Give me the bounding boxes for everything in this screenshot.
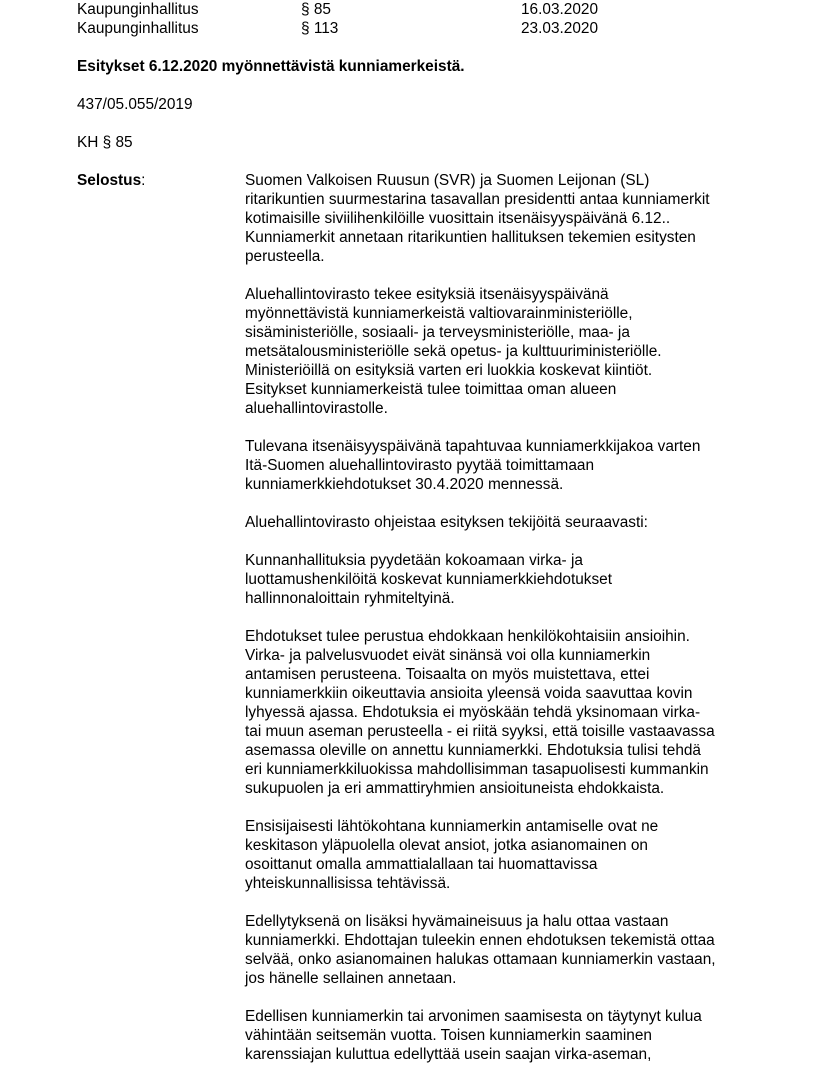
- paragraph-line: sisäministeriölle, sosiaali- ja terveysministeriölle, maa- ja: [245, 324, 630, 341]
- paragraph-line: yhteiskunnallisissa tehtävissä.: [245, 875, 451, 892]
- paragraph-line: Kunniamerkit annetaan ritarikuntien hallituksen tekemien esitysten: [245, 229, 696, 246]
- paragraph-line: aluehallintovirastolle.: [245, 400, 388, 417]
- paragraph-line: kunniamerkki. Ehdottajan tuleekin ennen ehdotuksen tekemistä ottaa: [245, 932, 715, 949]
- paragraph-line: kunniamerkkiehdotukset 30.4.2020 mennessä.: [245, 476, 564, 493]
- diary-number: 437/05.055/2019: [77, 96, 193, 113]
- paragraph-line: Itä-Suomen aluehallintovirasto pyytää toimittamaan: [245, 457, 595, 474]
- paragraph-line: Ministeriöillä on esityksiä varten eri luokkia koskevat kiintiöt.: [245, 362, 653, 379]
- paragraph-line: osoittanut omalla ammattialallaan tai huomattavissa: [245, 856, 598, 873]
- paragraph-line: metsätalousministeriölle sekä opetus- ja kulttuuriministeriölle.: [245, 343, 662, 360]
- paragraph-line: Suomen Valkoisen Ruusun (SVR) ja Suomen Leijonan (SL): [245, 172, 650, 189]
- paragraph-line: selvää, onko asianomainen halukas ottamaan kunniamerkin vastaan,: [245, 951, 716, 968]
- document-title: Esitykset 6.12.2020 myönnettävistä kunniamerkeistä.: [77, 58, 465, 75]
- section-label-colon: :: [141, 172, 146, 189]
- paragraph-line: asemassa oleville on annettu kunniamerkki. Ehdotuksia tulisi tehdä: [245, 742, 701, 759]
- paragraph-line: Virka- ja palvelusvuodet eivät sinänsä voi olla kunniamerkin: [245, 647, 651, 664]
- paragraph-line: lyhyessä ajassa. Ehdotuksia ei myöskään tehdä yksinomaan virka-: [245, 704, 701, 721]
- body-paragraph: [245, 912, 805, 988]
- section-label-text: Selostus: [77, 172, 142, 189]
- paragraph-line: luottamushenkilöitä koskevat kunniamerkkiehdotukset: [245, 571, 613, 588]
- paragraph-line: Edellytyksenä on lisäksi hyvämaineisuus ja halu ottaa vastaan: [245, 913, 669, 930]
- paragraph-line: hallinnonaloittain ryhmiteltyinä.: [245, 590, 455, 607]
- paragraph-line: Kunnanhallituksia pyydetään kokoamaan virka- ja: [245, 552, 583, 569]
- meeting-row: [77, 19, 777, 38]
- paragraph-line: jos hänelle sellainen annetaan.: [245, 970, 457, 987]
- body-paragraph: [245, 437, 805, 494]
- paragraph-line: Ehdotukset tulee perustua ehdokkaan henkilökohtaisiin ansioihin.: [245, 628, 690, 645]
- kh-reference: KH § 85: [77, 134, 133, 151]
- body-paragraph: [245, 513, 805, 532]
- meeting-section: § 85: [301, 1, 331, 18]
- paragraph-line: perusteella.: [245, 248, 325, 265]
- paragraph-line: vähintään seitsemän vuotta. Toisen kunniamerkin saaminen: [245, 1027, 652, 1044]
- paragraph-line: Aluehallintovirasto tekee esityksiä itsenäisyyspäivänä: [245, 286, 609, 303]
- paragraph-line: Esitykset kunniamerkeistä tulee toimittaa oman alueen: [245, 381, 617, 398]
- paragraph-line: ritarikuntien suurmestarina tasavallan presidentti antaa kunniamerkit: [245, 191, 710, 208]
- meeting-section: § 113: [301, 20, 339, 37]
- meeting-body: Kaupunginhallitus: [77, 1, 199, 18]
- paragraph-line: Ensisijaisesti lähtökohtana kunniamerkin antamiselle ovat ne: [245, 818, 659, 835]
- body-paragraph: [245, 1007, 805, 1064]
- body-text: [245, 171, 805, 1083]
- paragraph-line: kunniamerkkiin oikeuttavia ansioita yleensä voida saavuttaa kovin: [245, 685, 693, 702]
- body-paragraph: [245, 551, 805, 608]
- paragraph-line: karenssiajan kuluttua edellyttää usein saajan virka-aseman,: [245, 1046, 652, 1063]
- meeting-body: Kaupunginhallitus: [77, 20, 199, 37]
- paragraph-line: Aluehallintovirasto ohjeistaa esityksen tekijöitä seuraavasti:: [245, 514, 648, 531]
- paragraph-line: eri kunniamerkkiluokissa mahdollisimman tasapuolisesti kummankin: [245, 761, 709, 778]
- paragraph-line: Edellisen kunniamerkin tai arvonimen saamisesta on täytynyt kulua: [245, 1008, 702, 1025]
- body-paragraph: [245, 171, 805, 266]
- paragraph-line: antamisen perusteena. Toisaalta on myös muistettava, ettei: [245, 666, 650, 683]
- meeting-date: 16.03.2020: [521, 1, 599, 18]
- section-label: [77, 171, 145, 190]
- body-paragraph: [245, 627, 805, 798]
- meeting-row: [77, 0, 777, 19]
- paragraph-line: sukupuolen ja eri ammattiryhmien ansioituneista ehdokkaista.: [245, 780, 665, 797]
- paragraph-line: Tulevana itsenäisyyspäivänä tapahtuvaa kunniamerkkijakoa varten: [245, 438, 701, 455]
- paragraph-line: keskitason yläpuolella olevat ansiot, jotka asianomainen on: [245, 837, 648, 854]
- paragraph-line: tai muun aseman perusteella - ei riitä syyksi, että toisille vastaavassa: [245, 723, 715, 740]
- meeting-date: 23.03.2020: [521, 20, 599, 37]
- paragraph-line: myönnettävistä kunniamerkeistä valtiovarainministeriölle,: [245, 305, 633, 322]
- paragraph-line: kotimaisille siviilihenkilöille vuosittain itsenäisyyspäivänä 6.12..: [245, 210, 671, 227]
- body-paragraph: [245, 285, 805, 418]
- body-paragraph: [245, 817, 805, 893]
